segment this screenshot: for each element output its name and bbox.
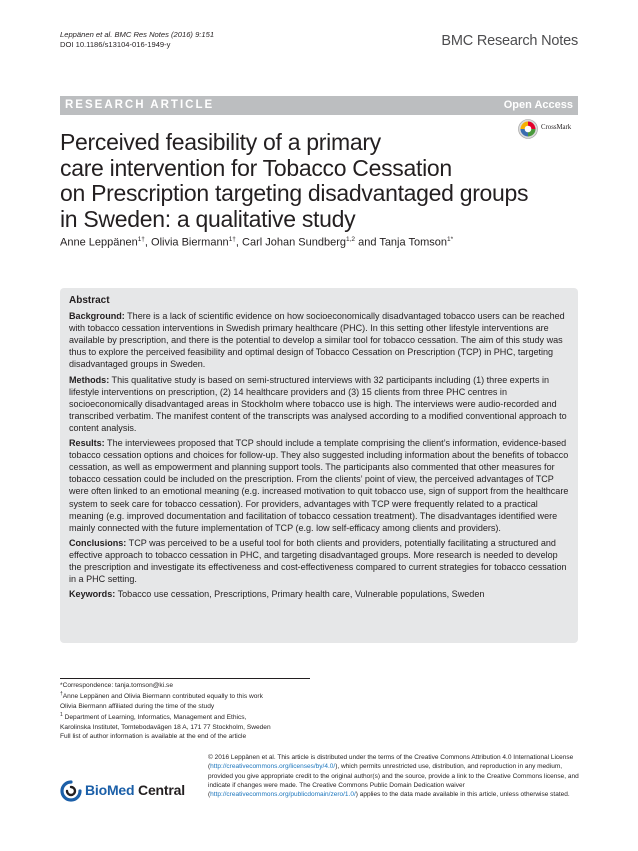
title-line: on Prescription targeting disadvantaged groups	[60, 180, 529, 206]
footnote-mark: 1	[60, 712, 63, 719]
citation-header	[60, 30, 214, 50]
section-text: TCP was perceived to be a useful tool for both clients and providers, potentially facilitating a structured and effective approach to tobacco cessation in PHC, and targeting disadvantaged groups. More research is needed to develop the prescription and investigate its effectiveness and cost-effectiveness compared to current strategies for tobacco cessation in a PHC setting.	[69, 537, 567, 585]
abstract-background	[69, 310, 569, 370]
note-text: Department of Learning, Informatics, Management and Ethics,	[62, 714, 247, 722]
section-text: There is a lack of scientific evidence on how socioeconomically disadvantaged tobacco users can be reached with tobacco cessation interventions in Swedish primary healthcare (PHC). In this setting other lifestyle interventions are available by prescription, and there is the potential to develop a similar tool for tobacco cessation. The aim of this study was thus to explore the perceived feasibility and optimal design of Tobacco Cessation on Prescription (TCP) in PHC, targeting disadvantaged groups in Sweden.	[69, 311, 565, 370]
license-link[interactable]: http://creativecommons.org/licenses/by/4.0/	[210, 763, 336, 771]
author-name[interactable]: , Olivia Biermann	[144, 236, 229, 249]
abstract-heading: Abstract	[69, 295, 110, 306]
title-line: care intervention for Tobacco Cessation	[60, 154, 452, 181]
abstract-box	[60, 288, 578, 643]
public-domain-link[interactable]: http://creativecommons.org/publicdomain/zero/1.0/	[210, 791, 356, 799]
author-affiliation-mark: 1,2	[346, 236, 356, 243]
section-label: Conclusions:	[69, 537, 127, 548]
section-text: The interviewees proposed that TCP should include a template comprising the client’s information, evidence-based tobacco cessation options and choices for follow-up. They also suggested including information about the benefits of tobacco cessation, as well as empowerment and planning support tools. The participants also commented that other measures for tobacco cessation could be included on the prescription. From the clients’ point of view, the perceived advantages of TCP were often linked to an emotional meaning (e.g. increased motivation to quit tobacco use, sign of support from the healthcare system to seek care for tobacco cessation). For providers, advantages with TCP were frequently related to a practical meaning (e.g. improved documentation and facilitation of tobacco cessation treatment). The disadvantages identified were mainly connected with the future implementation of TCP (e.g. low self-efficacy among clients and providers).	[69, 438, 569, 533]
doi-line: DOI 10.1186/s13104-016-1949-y	[60, 40, 171, 49]
section-text: This qualitative study is based on semi-structured interviews with 32 participants including (1) three experts in lifestyle interventions on prescription, (2) 14 healthcare providers and (3) 15 clients from three PHC centres in socioeconomically disadvantaged areas in Stockholm where tobacco use is high. The interviews were audio-recorded and transcribed verbatim. The manifest content of the transcripts was analysed according to a modified conventional approach to content analysis.	[69, 374, 567, 433]
author-list	[60, 236, 580, 249]
author-affiliation-mark: 1†	[228, 236, 236, 243]
section-label: Background:	[69, 311, 125, 322]
affiliation-note	[60, 711, 340, 722]
title-line: Perceived feasibility of a primary	[60, 129, 381, 155]
citation-line: Leppänen et al. BMC Res Notes (2016) 9:151	[60, 30, 215, 39]
correspondence-note[interactable]: *Correspondence: tanja.tomson@ki.se	[60, 682, 173, 689]
author-affiliation-mark: 1†	[137, 236, 145, 243]
note-text: Anne Leppänen and Olivia Biermann contributed equally to this work	[62, 693, 263, 701]
abstract-keywords	[69, 588, 569, 600]
abstract-methods	[69, 374, 569, 434]
open-access-label: Open Access	[503, 99, 573, 111]
title-line: in Sweden: a qualitative study	[60, 205, 356, 232]
full-author-list-note: Full list of author information is available at the end of the article	[60, 732, 247, 740]
logo-text-dark: Central	[138, 782, 185, 798]
abstract-results	[69, 437, 569, 534]
footnotes	[60, 681, 340, 741]
biomed-central-wordmark	[85, 782, 185, 798]
author-name[interactable]: and Tanja Tomson	[355, 236, 447, 249]
biomed-central-logo[interactable]	[60, 780, 190, 802]
section-label: Results:	[69, 438, 105, 449]
crossmark-label: CrossMark	[541, 124, 572, 131]
article-type-banner	[60, 96, 578, 115]
author-name[interactable]: Anne Leppänen	[60, 236, 138, 249]
license-text: © 2016 Leppänen et al. This article is distributed under the terms of the Creative Commons Attribution 4.0 International License (	[208, 754, 574, 771]
equal-contribution-note	[60, 690, 340, 701]
affiliation-address: Karolinska Institutet, Tomtebodavägen 18 A, 171 77 Stockholm, Sweden	[60, 723, 271, 731]
section-label: Methods:	[69, 374, 110, 385]
license-statement	[208, 753, 586, 799]
article-title	[60, 130, 590, 232]
article-type-label: RESEARCH ARTICLE	[65, 99, 215, 111]
biomed-central-icon	[60, 780, 82, 802]
footnote-mark: †	[60, 691, 63, 698]
license-text: ) applies to the data made available in this article, unless otherwise stated.	[355, 791, 570, 799]
journal-name: BMC Research Notes	[441, 33, 578, 49]
author-affiliation-mark: 1*	[446, 236, 454, 243]
section-text: Tobacco use cessation, Prescriptions, Primary health care, Vulnerable populations, Sweden	[115, 589, 485, 600]
abstract-conclusions	[69, 537, 569, 585]
logo-text-blue: BioMed	[85, 782, 139, 798]
affiliation-time-note: Olivia Biermann affiliated during the time of the study	[60, 702, 215, 710]
license-text: ), which permits unrestricted use, distribution, and reproduction in any medium, provided you give appropriate credit to the original author(s) and the source, provide a link to the Creative Commons license, and indicate if changes were made. The Creative Commons Public Domain Dedication waiver (	[208, 763, 579, 799]
footnote-divider	[60, 678, 310, 679]
author-name[interactable]: , Carl Johan Sundberg	[235, 236, 346, 249]
section-label: Keywords:	[69, 589, 116, 600]
